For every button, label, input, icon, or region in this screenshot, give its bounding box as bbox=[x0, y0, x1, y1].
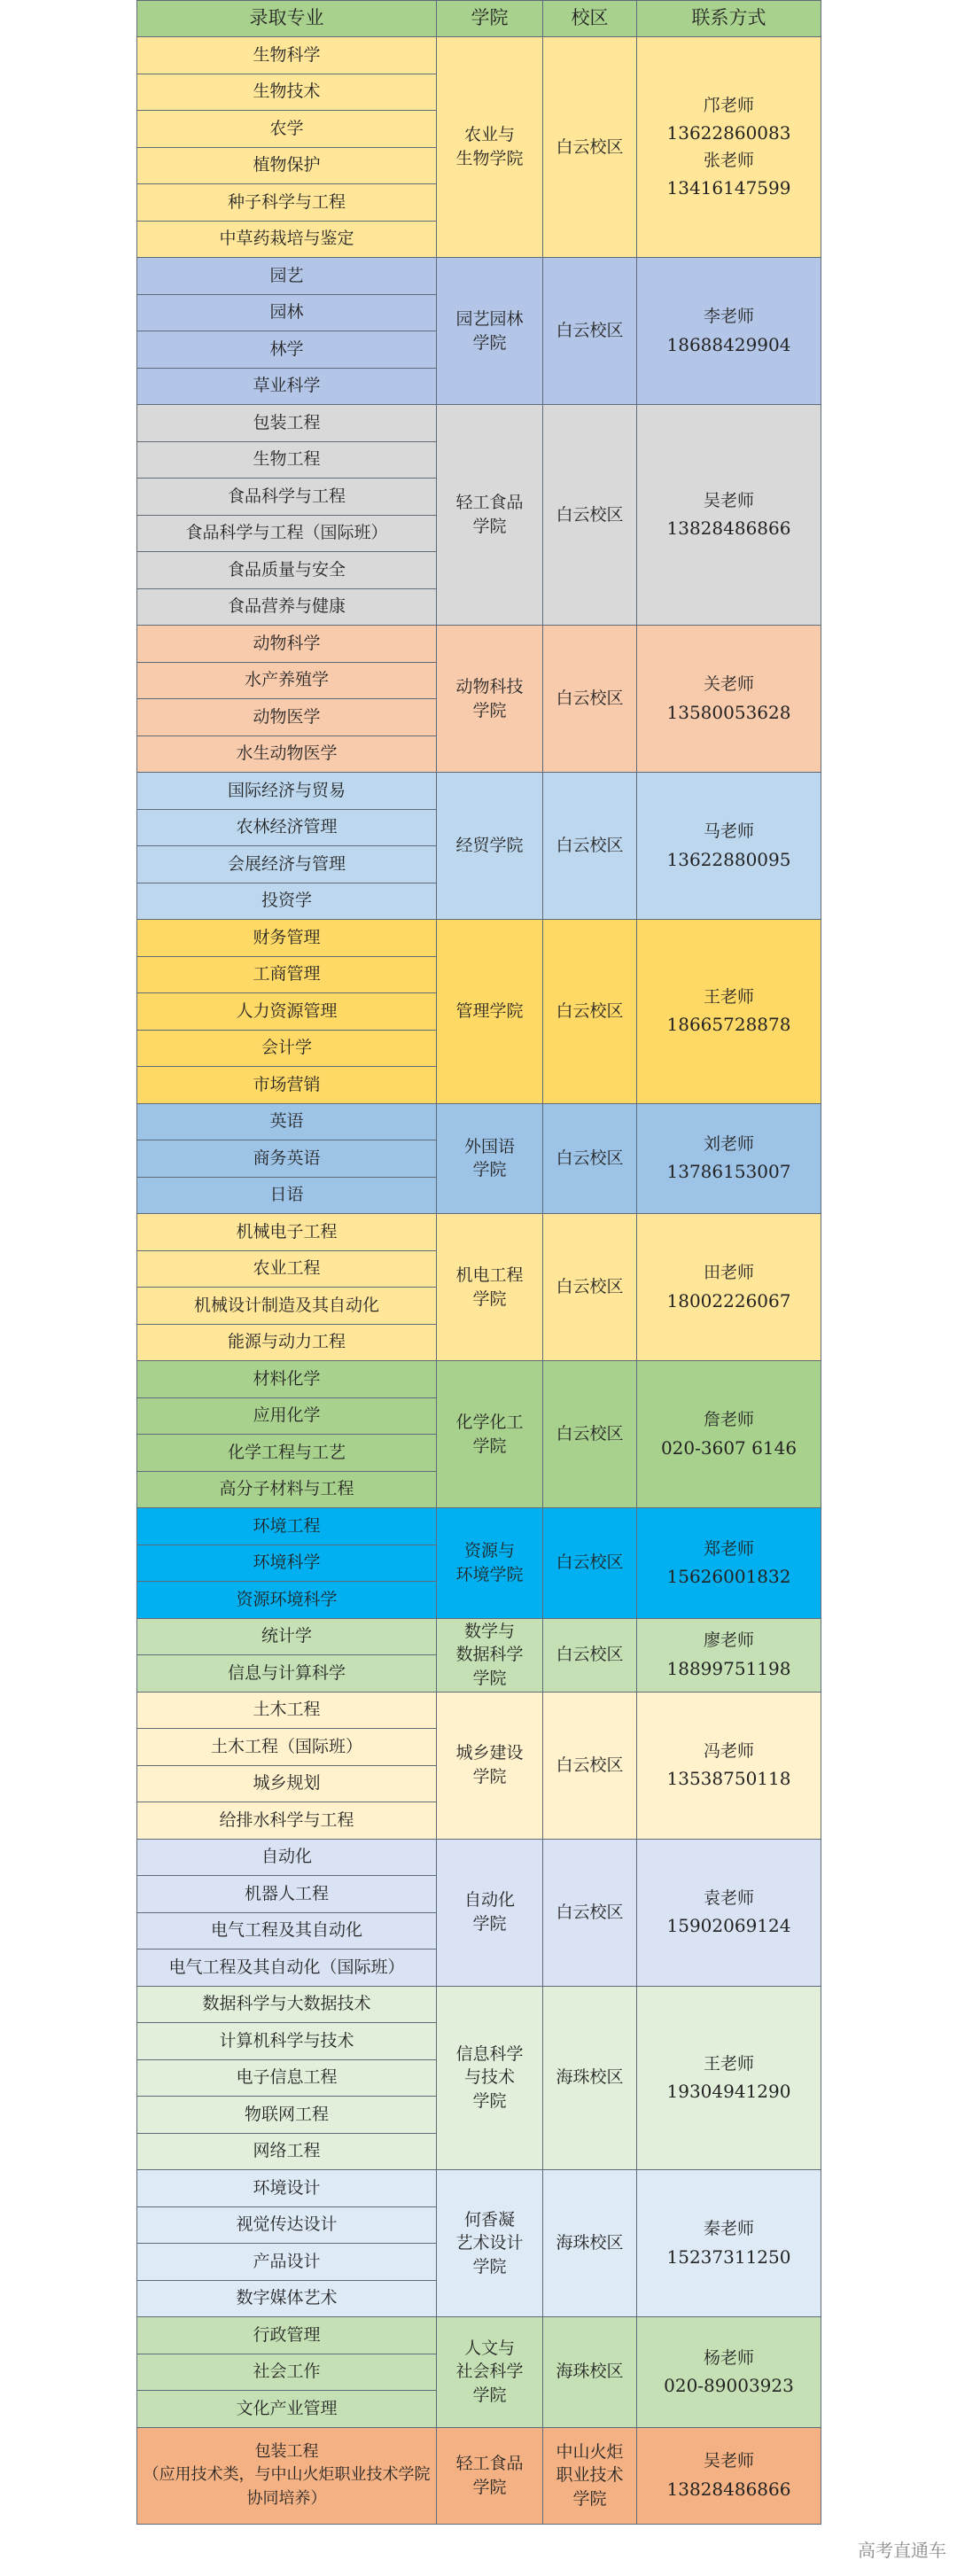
campus-cell: 海珠校区 bbox=[543, 1986, 637, 2170]
contact-phone: 020-3607 6146 bbox=[660, 1436, 798, 1459]
college-cell: 管理学院 bbox=[437, 920, 543, 1104]
major-cell: 林学 bbox=[137, 331, 437, 369]
contact-name: 关老师 bbox=[703, 674, 754, 695]
major-cell: 工商管理 bbox=[137, 956, 437, 993]
table-row bbox=[137, 405, 821, 442]
major-cell: 统计学 bbox=[137, 1618, 437, 1655]
major-cell: 市场营销 bbox=[137, 1067, 437, 1104]
contact-cell bbox=[637, 920, 821, 1104]
table-row bbox=[137, 1508, 821, 1545]
table-row bbox=[137, 2427, 821, 2524]
college-cell: 自动化 学院 bbox=[437, 1839, 543, 1986]
major-cell: 农学 bbox=[137, 111, 437, 148]
table-body bbox=[137, 37, 821, 2525]
college-cell: 何香凝 艺术设计 学院 bbox=[437, 2170, 543, 2317]
major-cell: 自动化 bbox=[137, 1839, 437, 1876]
campus-cell: 白云校区 bbox=[543, 920, 637, 1104]
contact-name: 詹老师 bbox=[703, 1410, 754, 1430]
major-cell: 社会工作 bbox=[137, 2354, 437, 2391]
major-cell: 给排水科学与工程 bbox=[137, 1802, 437, 1840]
major-cell: 食品质量与安全 bbox=[137, 552, 437, 589]
contact-cell bbox=[637, 626, 821, 773]
major-cell: 生物工程 bbox=[137, 441, 437, 479]
campus-cell: 白云校区 bbox=[543, 1361, 637, 1508]
major-cell: 材料化学 bbox=[137, 1361, 437, 1398]
major-cell: 园林 bbox=[137, 294, 437, 331]
contact-cell bbox=[637, 37, 821, 258]
major-cell: 农林经济管理 bbox=[137, 809, 437, 846]
major-cell: 应用化学 bbox=[137, 1397, 437, 1435]
major-cell: 文化产业管理 bbox=[137, 2391, 437, 2428]
contact-cell bbox=[637, 1103, 821, 1214]
major-cell: 环境科学 bbox=[137, 1545, 437, 1582]
table-row bbox=[137, 37, 821, 74]
major-cell: 生物科学 bbox=[137, 37, 437, 74]
contact-name: 冯老师 bbox=[703, 1740, 754, 1761]
contact-phone: 19304941290 bbox=[666, 2080, 791, 2102]
header-campus: 校区 bbox=[543, 1, 637, 37]
campus-cell: 海珠校区 bbox=[543, 2317, 637, 2428]
watermark: 高考直通车 bbox=[858, 2540, 946, 2561]
campus-cell: 白云校区 bbox=[543, 405, 637, 626]
campus-cell: 白云校区 bbox=[543, 1692, 637, 1839]
contact-phone: 13538750118 bbox=[666, 1768, 791, 1790]
contact-phone: 18688429904 bbox=[666, 333, 791, 355]
table-row bbox=[137, 2170, 821, 2207]
campus-cell: 白云校区 bbox=[543, 626, 637, 773]
campus-cell: 白云校区 bbox=[543, 1839, 637, 1986]
contact-phone: 15626001832 bbox=[666, 1565, 791, 1587]
major-cell: 网络工程 bbox=[137, 2133, 437, 2170]
major-cell: 会计学 bbox=[137, 1030, 437, 1067]
contact-cell bbox=[637, 2317, 821, 2428]
major-cell: 环境设计 bbox=[137, 2170, 437, 2207]
contact-cell bbox=[637, 1986, 821, 2170]
contact-name: 邝老师 bbox=[703, 95, 754, 115]
table-row bbox=[137, 1214, 821, 1251]
contact-name: 秦老师 bbox=[703, 2219, 754, 2239]
campus-cell: 白云校区 bbox=[543, 773, 637, 920]
contact-name: 王老师 bbox=[703, 987, 754, 1008]
college-cell: 资源与 环境学院 bbox=[437, 1508, 543, 1619]
table-row bbox=[137, 1103, 821, 1140]
major-cell: 植物保护 bbox=[137, 147, 437, 184]
contact-name: 袁老师 bbox=[703, 1887, 754, 1908]
college-cell: 动物科技 学院 bbox=[437, 626, 543, 773]
header-college: 学院 bbox=[437, 1, 543, 37]
contact-phone: 18002226067 bbox=[666, 1289, 791, 1311]
major-cell: 水生动物医学 bbox=[137, 735, 437, 773]
college-cell: 外国语 学院 bbox=[437, 1103, 543, 1214]
campus-cell: 海珠校区 bbox=[543, 2170, 637, 2317]
table-row bbox=[137, 920, 821, 957]
major-cell: 行政管理 bbox=[137, 2317, 437, 2354]
table-row bbox=[137, 1692, 821, 1729]
campus-cell: 中山火炬 职业技术 学院 bbox=[543, 2427, 637, 2524]
major-cell: 机器人工程 bbox=[137, 1876, 437, 1913]
contact-cell bbox=[637, 1692, 821, 1839]
contact-cell bbox=[637, 405, 821, 626]
major-cell: 城乡规划 bbox=[137, 1765, 437, 1802]
contact-phone: 13786153007 bbox=[666, 1161, 791, 1183]
contact-name: 廖老师 bbox=[703, 1630, 754, 1651]
contact-phone: 18899751198 bbox=[666, 1657, 791, 1679]
college-cell: 化学化工 学院 bbox=[437, 1361, 543, 1508]
major-cell: 土木工程 bbox=[137, 1692, 437, 1729]
major-cell: 食品营养与健康 bbox=[137, 588, 437, 626]
major-cell: 英语 bbox=[137, 1103, 437, 1140]
table-row bbox=[137, 2317, 821, 2354]
major-cell: 食品科学与工程 bbox=[137, 479, 437, 516]
contact-name: 吴老师 bbox=[703, 490, 754, 510]
contact-cell bbox=[637, 1618, 821, 1692]
campus-cell: 白云校区 bbox=[543, 258, 637, 405]
college-cell: 城乡建设 学院 bbox=[437, 1692, 543, 1839]
contact-phone: 15902069124 bbox=[666, 1915, 791, 1937]
major-cell: 草业科学 bbox=[137, 368, 437, 405]
contact-cell bbox=[637, 258, 821, 405]
table-row bbox=[137, 1839, 821, 1876]
contact-phone: 13828486866 bbox=[666, 518, 791, 540]
table-row bbox=[137, 1986, 821, 2023]
admissions-table bbox=[136, 0, 821, 2525]
contact-phone: 13416147599 bbox=[666, 177, 791, 199]
major-cell: 电气工程及其自动化（国际班） bbox=[137, 1950, 437, 1987]
major-cell: 电子信息工程 bbox=[137, 2059, 437, 2097]
campus-cell: 白云校区 bbox=[543, 1103, 637, 1214]
header-row bbox=[137, 1, 821, 37]
contact-name: 郑老师 bbox=[703, 1538, 754, 1559]
contact-phone: 15237311250 bbox=[666, 2245, 791, 2268]
campus-cell: 白云校区 bbox=[543, 1214, 637, 1361]
major-cell: 种子科学与工程 bbox=[137, 184, 437, 222]
major-cell: 投资学 bbox=[137, 883, 437, 920]
major-cell: 电气工程及其自动化 bbox=[137, 1912, 437, 1950]
contact-name: 张老师 bbox=[703, 151, 754, 170]
major-cell: 化学工程与工艺 bbox=[137, 1435, 437, 1472]
college-cell: 机电工程 学院 bbox=[437, 1214, 543, 1361]
contact-cell bbox=[637, 1361, 821, 1508]
contact-phone: 13828486866 bbox=[666, 2478, 791, 2500]
table-row bbox=[137, 258, 821, 295]
contact-cell bbox=[637, 773, 821, 920]
major-cell: 资源环境科学 bbox=[137, 1582, 437, 1619]
major-cell: 计算机科学与技术 bbox=[137, 2023, 437, 2060]
college-cell: 信息科学 与技术 学院 bbox=[437, 1986, 543, 2170]
major-cell: 数字媒体艺术 bbox=[137, 2280, 437, 2317]
contact-phone: 18665728878 bbox=[666, 1014, 791, 1036]
major-cell: 中草药栽培与鉴定 bbox=[137, 221, 437, 258]
college-cell: 轻工食品 学院 bbox=[437, 2427, 543, 2524]
contact-phone: 020-89003923 bbox=[664, 2374, 794, 2396]
contact-name: 刘老师 bbox=[703, 1134, 754, 1155]
college-cell: 数学与 数据科学 学院 bbox=[437, 1618, 543, 1692]
contact-name: 马老师 bbox=[703, 821, 754, 842]
college-cell: 经贸学院 bbox=[437, 773, 543, 920]
major-cell: 园艺 bbox=[137, 258, 437, 295]
major-cell: 环境工程 bbox=[137, 1508, 437, 1545]
major-cell: 动物科学 bbox=[137, 626, 437, 663]
contact-cell bbox=[637, 1508, 821, 1619]
college-cell: 农业与 生物学院 bbox=[437, 37, 543, 258]
contact-cell bbox=[637, 1214, 821, 1361]
contact-cell bbox=[637, 2170, 821, 2317]
major-cell: 信息与计算科学 bbox=[137, 1655, 437, 1693]
major-cell: 财务管理 bbox=[137, 920, 437, 957]
contact-name: 李老师 bbox=[703, 307, 754, 327]
contact-name: 杨老师 bbox=[703, 2347, 754, 2368]
major-cell: 土木工程（国际班） bbox=[137, 1729, 437, 1766]
major-cell: 机械设计制造及其自动化 bbox=[137, 1288, 437, 1325]
major-cell: 机械电子工程 bbox=[137, 1214, 437, 1251]
contact-phone: 13580053628 bbox=[666, 701, 791, 723]
major-cell: 产品设计 bbox=[137, 2244, 437, 2281]
major-cell: 商务英语 bbox=[137, 1140, 437, 1178]
contact-name: 吴老师 bbox=[703, 2451, 754, 2471]
contact-cell bbox=[637, 2427, 821, 2524]
campus-cell: 白云校区 bbox=[543, 37, 637, 258]
campus-cell: 白云校区 bbox=[543, 1618, 637, 1692]
college-cell: 轻工食品 学院 bbox=[437, 405, 543, 626]
major-cell: 包装工程 （应用技术类，与中山火炬职业技术学院协同培养） bbox=[137, 2427, 437, 2524]
major-cell: 高分子材料与工程 bbox=[137, 1471, 437, 1508]
major-cell: 动物医学 bbox=[137, 699, 437, 736]
major-cell: 农业工程 bbox=[137, 1250, 437, 1288]
major-cell: 人力资源管理 bbox=[137, 993, 437, 1031]
major-cell: 国际经济与贸易 bbox=[137, 773, 437, 810]
major-cell: 会展经济与管理 bbox=[137, 846, 437, 883]
major-cell: 物联网工程 bbox=[137, 2097, 437, 2134]
header-contact: 联系方式 bbox=[637, 1, 821, 37]
major-cell: 生物技术 bbox=[137, 74, 437, 111]
contact-name: 田老师 bbox=[703, 1263, 754, 1283]
table-row bbox=[137, 626, 821, 663]
contact-phone: 13622860083 bbox=[666, 122, 791, 144]
table-row bbox=[137, 1361, 821, 1398]
major-cell: 水产养殖学 bbox=[137, 662, 437, 699]
contact-cell bbox=[637, 1839, 821, 1986]
table-row bbox=[137, 773, 821, 810]
campus-cell: 白云校区 bbox=[543, 1508, 637, 1619]
major-cell: 视觉传达设计 bbox=[137, 2206, 437, 2244]
major-cell: 数据科学与大数据技术 bbox=[137, 1986, 437, 2023]
contact-name: 王老师 bbox=[703, 2053, 754, 2074]
college-cell: 园艺园林 学院 bbox=[437, 258, 543, 405]
college-cell: 人文与 社会科学 学院 bbox=[437, 2317, 543, 2428]
major-cell: 食品科学与工程（国际班） bbox=[137, 515, 437, 552]
table-row bbox=[137, 1618, 821, 1655]
major-cell: 能源与动力工程 bbox=[137, 1324, 437, 1361]
major-cell: 日语 bbox=[137, 1177, 437, 1214]
contact-phone: 13622880095 bbox=[666, 848, 791, 870]
major-cell: 包装工程 bbox=[137, 405, 437, 442]
header-major: 录取专业 bbox=[137, 1, 437, 37]
